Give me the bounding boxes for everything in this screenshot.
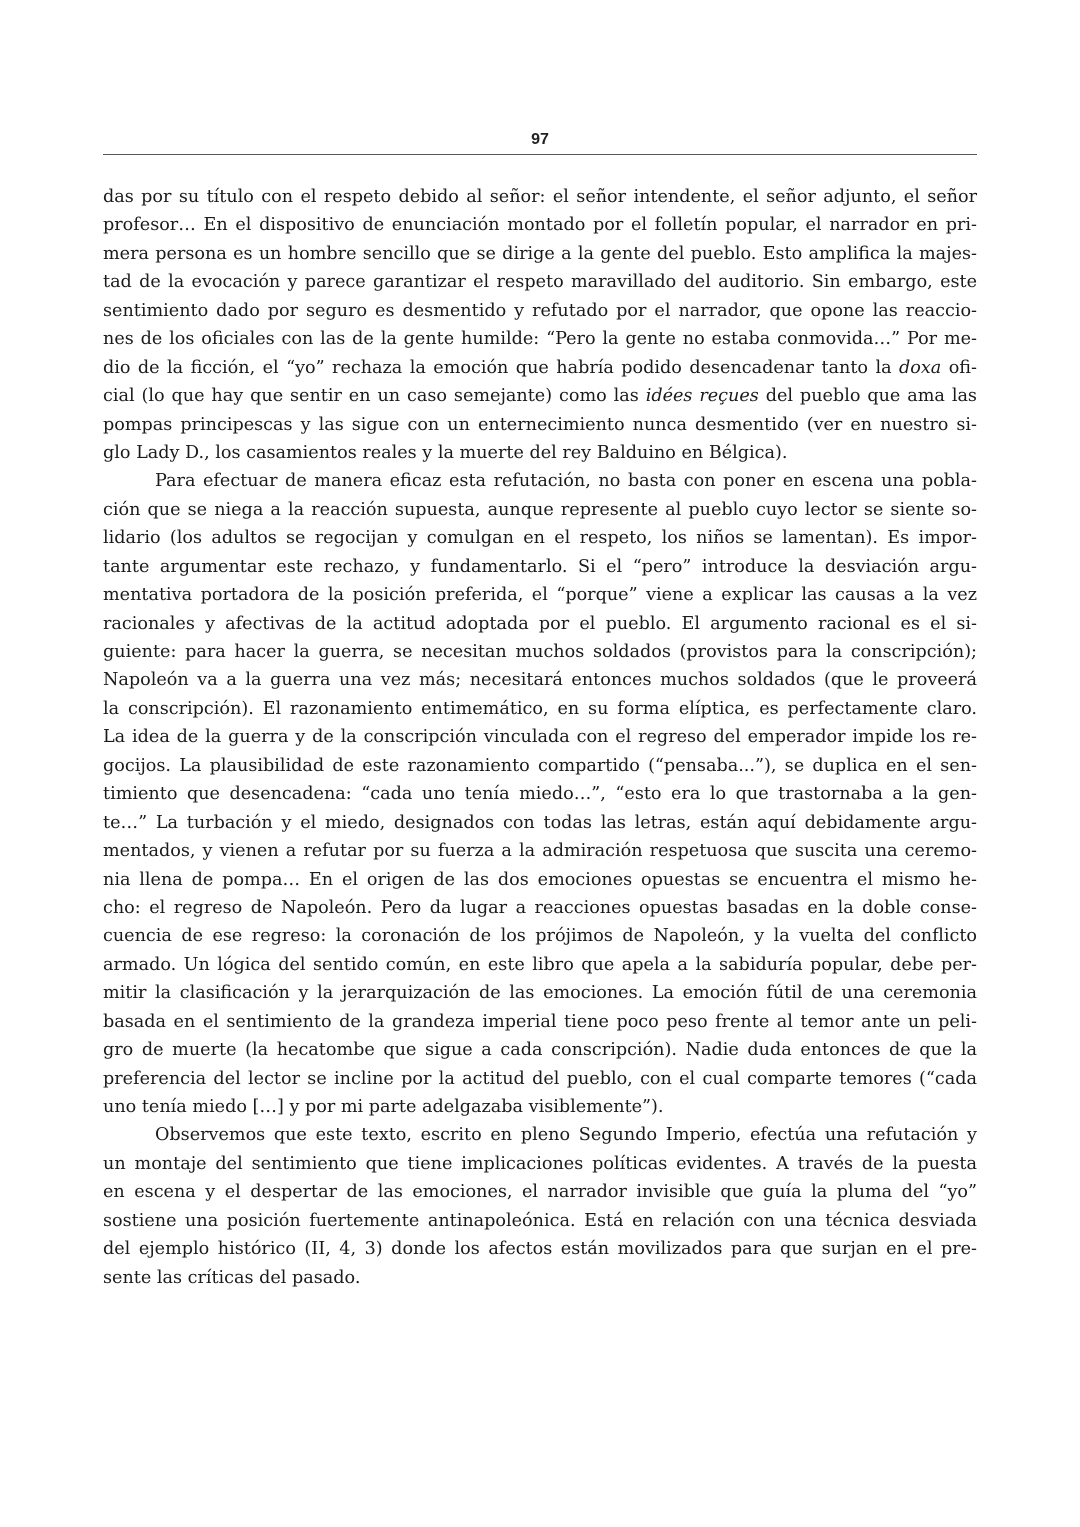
text-line [103,183,977,211]
italic-term: doxa [899,357,942,378]
text-line [103,382,977,410]
text-line [103,297,977,325]
text-segment: tante argumentar este rechazo, y fundamentarlo. Si el “pero” introduce la desviación argu- [103,556,977,577]
text-line [103,411,977,439]
text-line [103,979,977,1007]
text-line [103,1264,977,1292]
paragraph [103,183,977,467]
text-line [103,922,977,950]
header-rule [103,154,977,155]
text-line [103,268,977,296]
text-segment: tad de la evocación y parece garantizar el respeto maravillado del auditorio. Sin embargo, este [103,272,977,293]
text-segment: cho: el regreso de Napoleón. Pero da lugar a reacciones opuestas basadas en la doble conse- [103,897,977,918]
text-line [103,1008,977,1036]
text-line [103,780,977,808]
text-line [103,1121,977,1149]
text-segment: mentados, y vienen a refutar por su fuerza a la admiración respetuosa que suscita una ceremo- [103,841,977,862]
text-line [103,240,977,268]
text-segment: sostiene una posición fuertemente antinapoleónica. Está en relación con una técnica desviada [103,1210,977,1231]
text-segment: nia llena de pompa… En el origen de las dos emociones opuestas se encuentra el mismo he- [103,869,977,890]
text-segment: mentativa portadora de la posición preferida, el “porque” viene a explicar las causas a la vez [103,585,977,606]
text-segment: das por su título con el respeto debido al señor: el señor intendente, el señor adjunto, el señor [103,187,977,207]
text-line [103,439,977,467]
text-line [103,752,977,780]
text-segment: racionales y afectivas de la actitud adoptada por el pueblo. El argumento racional es el si- [103,613,977,634]
text-segment: gro de muerte (la hecatombe que sigue a cada conscripción). Nadie duda entonces de que la [103,1040,977,1061]
text-line [103,325,977,353]
text-line [103,1036,977,1064]
text-line [103,354,977,382]
text-segment: uno tenía miedo […] y por mi parte adelgazaba visiblemente”). [103,1097,664,1117]
text-segment: nes de los oficiales con las de la gente humilde: “Pero la gente no estaba conmovida…” Por me- [103,329,977,350]
text-line [103,894,977,922]
text-segment: lidario (los adultos se regocijan y comulgan en el respeto, los niños se lamentan). Es impor- [103,528,977,549]
text-segment: dio de la ficción, el “yo” rechaza la emoción que habría podido desencadenar tanto la [103,357,899,378]
text-segment: armado. Un lógica del sentido común, en este libro que apela a la sabiduría popular, debe per- [103,954,977,975]
text-segment: guiente: para hacer la guerra, se necesitan muchos soldados (provistos para la conscripción); [103,642,977,662]
text-line [103,1235,977,1263]
text-line [103,638,977,666]
text-segment: cial (lo que hay que sentir en un caso semejante) como las [103,386,646,407]
page-number: 97 [531,131,549,148]
text-line [103,610,977,638]
text-segment: basada en el sentimiento de la grandeza imperial tiene poco peso frente al temor ante un peli- [103,1011,977,1032]
text-segment: te…” La turbación y el miedo, designados con todas las letras, están aquí debidamente argu- [103,812,977,833]
text-segment: sentimiento dado por seguro es desmentido y refutado por el narrador, que opone las reaccio- [103,300,977,321]
text-segment: la conscripción). El razonamiento entimemático, en su forma elíptica, es perfectamente claro. [103,698,977,719]
paragraph [103,1121,977,1292]
text-segment: Napoleón va a la guerra una vez más; necesitará entonces muchos soldados (que le proveerá [103,670,977,691]
text-segment: glo Lady D., los casamientos reales y la muerte del rey Balduino en Bélgica). [103,442,788,463]
paragraph [103,467,977,1121]
text-segment: profesor… En el dispositivo de enunciación montado por el folletín popular, el narrador en pri- [103,215,977,236]
text-segment: Para efectuar de manera eficaz esta refutación, no basta con poner en escena una pobla- [155,471,977,492]
text-line [103,1150,977,1178]
text-segment: preferencia del lector se incline por la actitud del pueblo, con el cual comparte temores (“cada [103,1068,977,1089]
text-segment: cuencia de ese regreso: la coronación de los prójimos de Napoleón, y la vuelta del conflicto [103,926,977,947]
text-segment: un montaje del sentimiento que tiene implicaciones políticas evidentes. A través de la puesta [103,1153,977,1174]
text-line [103,467,977,495]
text-line [103,1207,977,1235]
italic-term: idées reçues [645,386,759,407]
text-segment: ción que se niega a la reacción supuesta, aunque represente al pueblo cuyo lector se siente so- [103,499,977,520]
text-segment: sente las críticas del pasado. [103,1267,361,1288]
text-segment: Observemos que este texto, escrito en pleno Segundo Imperio, efectúa una refutación y [155,1125,977,1146]
text-line [103,695,977,723]
text-line [103,524,977,552]
text-segment: en escena y el despertar de las emociones, el narrador invisible que guía la pluma del “yo” [103,1182,977,1203]
text-line [103,496,977,524]
text-line [103,809,977,837]
text-line [103,951,977,979]
text-segment: pompas principescas y las sigue con un enternecimiento nunca desmentido (ver en nuestro si- [103,414,977,435]
text-line [103,1065,977,1093]
text-line [103,211,977,239]
text-segment: del pueblo que ama las [758,386,977,407]
text-segment: del ejemplo histórico (II, 4, 3) donde los afectos están movilizados para que surjan en el pre- [103,1239,977,1260]
text-line [103,1093,977,1121]
text-line [103,723,977,751]
text-segment: mitir la clasificación y la jerarquización de las emociones. La emoción fútil de una ceremonia [103,983,977,1004]
text-line [103,866,977,894]
text-segment: mera persona es un hombre sencillo que se dirige a la gente del pueblo. Esto amplifica la majes- [103,243,977,264]
text-line [103,553,977,581]
text-line [103,666,977,694]
text-segment: timiento que desencadena: “cada uno tenía miedo…”, “esto era lo que trastornaba a la gen- [103,784,977,805]
text-line [103,581,977,609]
body-text [103,183,977,1292]
text-segment: gocijos. La plausibilidad de este razonamiento compartido (“pensaba...”), se duplica en el sen- [103,755,977,776]
text-segment: La idea de la guerra y de la conscripción vinculada con el regreso del emperador impide los re- [103,727,977,748]
text-line [103,1178,977,1206]
text-segment: ofi- [941,357,977,378]
text-line [103,837,977,865]
